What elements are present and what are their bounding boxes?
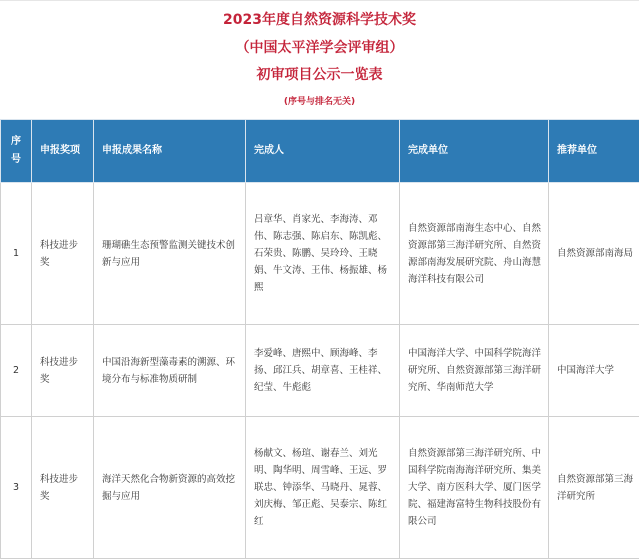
- row-no: 1: [1, 183, 32, 325]
- page-subtitle-list: 初审项目公示一览表: [256, 67, 383, 83]
- row-no: 3: [1, 417, 32, 559]
- row-units: 自然资源部第三海洋研究所、中国科学院南海海洋研究所、集美大学、南方医科大学、厦门医学院、福建海富特生物科技股份有限公司: [400, 417, 549, 559]
- row-project-name: 中国沿海新型藻毒素的溯源、环境分布与标准物质研制: [94, 325, 246, 417]
- header-project-name: 申报成果名称: [94, 120, 246, 183]
- row-units: 自然资源部南海生态中心、自然资源部第三海洋研究所、自然资源部南海发展研究院、舟山海慧海洋科技有限公司: [400, 183, 549, 325]
- row-no: 2: [1, 325, 32, 417]
- row-project-name: 珊瑚礁生态预警监测关键技术创新与应用: [94, 183, 246, 325]
- page-title: 2023年度自然资源科学技术奖: [223, 12, 416, 28]
- row-award: 科技进步奖: [32, 417, 94, 559]
- row-units: 中国海洋大学、中国科学院海洋研究所、自然资源部第三海洋研究所、华南师范大学: [400, 325, 549, 417]
- page-subtitle-group: （中国太平洋学会评审组）: [235, 40, 404, 56]
- row-award: 科技进步奖: [32, 325, 94, 417]
- project-table: [0, 119, 639, 559]
- ordering-note: (序号与排名无关): [283, 97, 356, 107]
- row-award: 科技进步奖: [32, 183, 94, 325]
- header-no: 序号: [1, 120, 32, 183]
- table-header-row: [1, 120, 639, 183]
- row-recommender: 自然资源部第三海洋研究所: [549, 417, 639, 559]
- row-people: 李爱峰、唐熙中、顾海峰、李扬、邱江兵、胡章喜、王桂祥、纪莹、牛彪彪: [246, 325, 400, 417]
- row-project-name: 海洋天然化合物新资源的高效挖掘与应用: [94, 417, 246, 559]
- row-recommender: 自然资源部南海局: [549, 183, 639, 325]
- header-units: 完成单位: [400, 120, 549, 183]
- row-people: 杨献文、杨瑄、谢春兰、刘光明、陶华明、周雪峰、王远、罗联忠、钟添华、马晓丹、晁蓉、刘庆梅、邹正彪、吴泰宗、陈红红: [246, 417, 400, 559]
- row-recommender: 中国海洋大学: [549, 325, 639, 417]
- header-people: 完成人: [246, 120, 400, 183]
- table-row: [1, 417, 639, 559]
- table-row: [1, 325, 639, 417]
- top-border: [0, 0, 639, 1]
- row-people: 吕章华、肖家光、李海涛、邓伟、陈志强、陈启东、陈凯彪、石荣贵、陈鹏、吴玲玲、王晓娟、牛文涛、王伟、杨振雄、杨熙: [246, 183, 400, 325]
- header-award: 申报奖项: [32, 120, 94, 183]
- table-row: [1, 183, 639, 325]
- header-recommender: 推荐单位: [549, 120, 639, 183]
